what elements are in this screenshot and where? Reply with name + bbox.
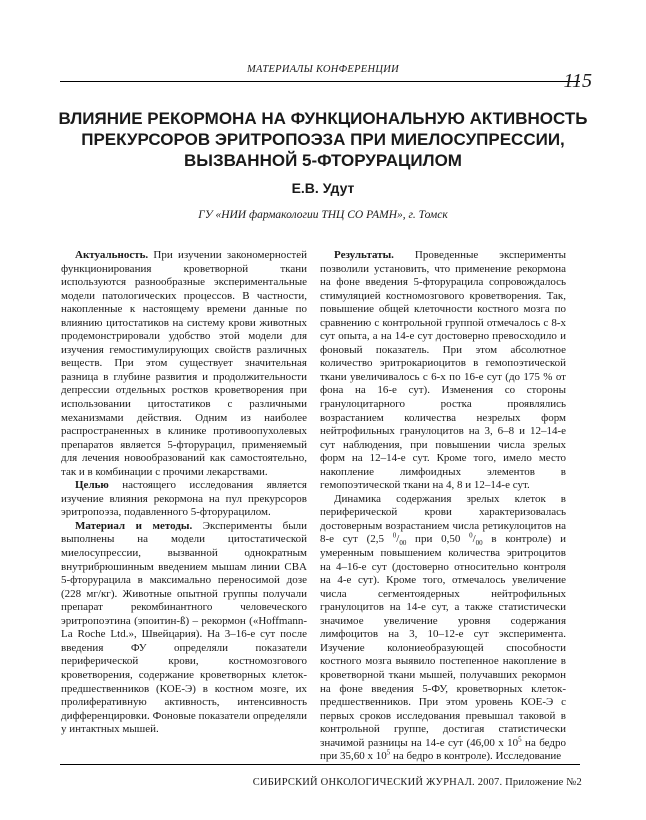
journal-footer: СИБИРСКИЙ ОНКОЛОГИЧЕСКИЙ ЖУРНАЛ. 2007. Приложение №2 bbox=[252, 777, 582, 788]
paragraph-text: Эксперименты были выполнены на модели цитостатической миелосупрессии, вызванной однократным внутрибрюшинным введением мышам линии CBA 5-фторурацила в максимально переносимой дозе (228 мг/кг). Животные опытной группы получали препарат рекомбинантного человеческого эритропоэтина (эпоитин-ß) – рекормон («Hoffmann-La Roche Ltd.», Швейцария). На 3–16-е сут после введения ФУ определяли показатели периферической крови, костномозгового кроветворения, содержание кроветворных клеток-предшественников (КОЕ-Э) в костном мозге, их пролиферативную активность, интенсивность дифференцировки. Фоновые показатели определяли у интактных мышей. bbox=[61, 519, 307, 736]
title-line: ВЛИЯНИЕ РЕКОРМОНА НА ФУНКЦИОНАЛЬНУЮ АКТИВНОСТЬ bbox=[58, 109, 588, 128]
permille-den: 00 bbox=[399, 539, 407, 548]
section-heading: Материал и методы. bbox=[75, 519, 193, 532]
footer-divider bbox=[60, 764, 580, 765]
paragraph-results bbox=[320, 249, 566, 493]
paragraph-aim bbox=[61, 479, 307, 520]
left-column bbox=[61, 249, 307, 737]
permille-num: 0 bbox=[469, 531, 473, 540]
affiliation: ГУ «НИИ фармакологии ТНЦ СО РАМН», г. Томск bbox=[198, 209, 448, 221]
paragraph-text: на бедро в контроле). Исследование bbox=[390, 750, 562, 763]
exponent: 5 bbox=[518, 735, 522, 744]
page-number: 115 bbox=[563, 70, 592, 92]
paragraph-text: в контроле) и умеренным повышением количества эритроцитов на 4–16-е сут (достоверно относительно контроля на 4-е сут). Кроме того, отмечалось увеличение числа сегментоядерных нейтрофильных гранулоцитов на 14-е сут, а также статистически значимое увеличение уровня содержания лимфоцитов на 3, 10–12-е сут эксперимента. Изучение колониеобразующей способности костного мозга выявило постепенное накопление в кроветворной ткани мышей, получавших рекормон на фоне введения 5-ФУ, кроветворных клеток-предшественников. При этом уровень КОЕ-Э с первых сроков исследования превышал таковой в контрольной группе, достигая статистически значимой разницы на 14-е сут (46,00 x 10 bbox=[320, 533, 566, 749]
paragraph-text: Динамика содержания зрелых клеток в периферической крови характеризовалась достоверным возрастанием числа ретикулоцитов на 8-е сут (2,5 bbox=[320, 492, 566, 546]
permille-num: 0 bbox=[392, 531, 397, 540]
paragraph-text: на бедро при 35,60 x 10 bbox=[320, 736, 566, 763]
section-heading: Актуальность. bbox=[75, 249, 149, 261]
paragraph-text: При изучении закономерностей функционирования кроветворной ткани используются разнообразные экспериментальные модели патологических процессов. В частности, накопленные к настоящему времени данные по влиянию цитостатиков на систему крови животных продемонстрировали удобство этой модели для изучения гемостимулирующих свойств различных веществ. При этом существует значительная разница в глубине развития и продолжительности депрессии отдельных ростков кроветворения при использовании цитостатиков с различными механизмами действия. Одним из наиболее распространенных в клинике противоопухолевых препаратов является 5-фторурацил, применяемый для лечения новообразований как самостоятельно, так и в комбинации с прочими лекарствами. bbox=[61, 249, 307, 478]
paragraph-text: Проведенные эксперименты позволили установить, что применение рекормона на фоне введения 5-фторурацила сопровождалось стимуляцией костномозгового кроветворения. Так, повышение общей клеточности костного мозга по сравнению с контрольной группой отмечалось с 8-х сут опыта, а на 14-е сут достоверно превосходило и фоновый показатель. При этом абсолютное количество эритрокариоцитов в гемопоэтической ткани увеличивалось с 6-х по 16-е сут (до 175 % от фона на 16-е сут). Изменения со стороны гранулоцитарного ростка проявлялись возрастанием количества незрелых форм нейтрофильных гранулоцитов на 3, 6–8 и 12–14-е сут наблюдения, при повышении числа зрелых форм на 12–14-е сут. Кроме того, имело место накопление лимфоидных элементов в гемопоэтической ткани на 4, 8 и 12–14-е сут. bbox=[320, 249, 566, 492]
right-column bbox=[320, 249, 566, 764]
section-heading: Результаты. bbox=[334, 249, 394, 261]
running-head: МАТЕРИАЛЫ КОНФЕРЕНЦИИ bbox=[246, 64, 400, 75]
author: Е.В. Удут bbox=[291, 180, 355, 196]
paragraph-dynamics: Динамика содержания зрелых клеток в периферической крови характеризовалась достоверным возрастанием числа ретикулоцитов на 8-е сут (2,5 $^0/_{00}$ при 0,50 $^0/_{00}$ в контроле) и умеренным повышением количества эритроцитов на 4–16-е сут (достоверно относительно контроля на 4-е сут). Кроме того, отмечалось увеличение числа сегментоядерных нейтрофильных гранулоцитов на 14-е сут, а также статистически значимое увеличение уровня содержания лимфоцитов на 3, 10–12-е сут эксперимента. Изучение колониеобразующей способности костного мозга выявило постепенное накопление в кроветворной ткани мышей, получавших рекормон на фоне введения 5-ФУ, кроветворных клеток-предшественников. При этом уровень КОЕ-Э с первых сроков исследования превышал таковой в контрольной группе, достигая статистически значимой разницы на 14-е сут (46,00 x $10^5$ на бедро при 35,60 x $10^5$ на бедро в контроле). Исследование bbox=[320, 492, 566, 763]
paragraph-text: настоящего исследования является изучение влияния рекормона на пул прекурсоров эритропоэза, подавленного 5-фторурацилом. bbox=[61, 479, 307, 519]
article-title bbox=[40, 108, 606, 171]
header-divider bbox=[60, 81, 580, 82]
paragraph-relevance bbox=[61, 249, 307, 479]
title-line: ПРЕКУРСОРОВ ЭРИТРОПОЭЗА ПРИ МИЕЛОСУПРЕССИИ, bbox=[81, 130, 565, 149]
section-heading: Целью bbox=[75, 479, 109, 492]
paragraph-methods bbox=[61, 520, 307, 737]
paragraph-text: при 0,50 bbox=[406, 533, 470, 546]
title-line: ВЫЗВАННОЙ 5-ФТОРУРАЦИЛОМ bbox=[184, 151, 462, 170]
permille-den: 00 bbox=[475, 539, 483, 548]
exponent: 5 bbox=[386, 748, 391, 757]
